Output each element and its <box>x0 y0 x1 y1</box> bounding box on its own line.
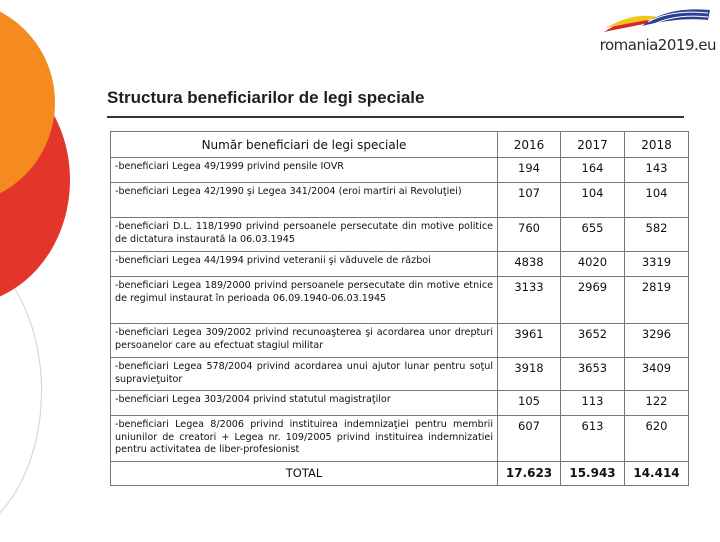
table-row <box>111 218 689 252</box>
row-value: 105 <box>498 391 561 416</box>
row-value: 3133 <box>498 277 561 324</box>
table-header-row <box>111 132 689 158</box>
row-value: 613 <box>561 416 625 462</box>
row-description: -beneficiari Legea 49/1999 privind pensile IOVR <box>111 158 498 183</box>
row-value: 104 <box>561 183 625 218</box>
title-divider <box>107 116 684 118</box>
romania2019-logo <box>592 6 716 62</box>
row-value: 760 <box>498 218 561 252</box>
total-value: 17.623 <box>498 462 561 486</box>
row-value: 122 <box>625 391 689 416</box>
row-description: -beneficiari D.L. 118/1990 privind persoanele persecutate din motive politice de dictatura instaurată la 06.03.1945 <box>111 218 498 252</box>
row-value: 143 <box>625 158 689 183</box>
row-value: 113 <box>561 391 625 416</box>
row-value: 3918 <box>498 358 561 391</box>
row-description: -beneficiari Legea 8/2006 privind instituirea indemnizaţiei pentru membrii uniunilor de creatori + Legea nr. 109/2005 privind instituirea indemnizatiei pentru activitatea de liber-profesionist <box>111 416 498 462</box>
page-title: Structura beneficiarilor de legi speciale <box>107 88 425 107</box>
row-description: -beneficiari Legea 309/2002 privind recunoaşterea şi acordarea unor drepturi persoanelor care au efectuat stagiul militar <box>111 324 498 358</box>
row-value: 4838 <box>498 252 561 277</box>
row-value: 3319 <box>625 252 689 277</box>
beneficiaries-table <box>110 131 689 486</box>
row-description: -beneficiari Legea 578/2004 privind acordarea unui ajutor lunar pentru soţul supravieţuitor <box>111 358 498 391</box>
row-description: -beneficiari Legea 44/1994 privind veteranii şi văduvele de război <box>111 252 498 277</box>
row-value: 3409 <box>625 358 689 391</box>
row-value: 2819 <box>625 277 689 324</box>
total-value: 14.414 <box>625 462 689 486</box>
header-year: 2016 <box>498 132 561 158</box>
total-row <box>111 462 689 486</box>
row-value: 2969 <box>561 277 625 324</box>
row-value: 655 <box>561 218 625 252</box>
logo-text: romania2019.eu <box>599 36 716 54</box>
row-value: 607 <box>498 416 561 462</box>
table-row <box>111 358 689 391</box>
row-value: 620 <box>625 416 689 462</box>
table-row <box>111 391 689 416</box>
table-row <box>111 416 689 462</box>
row-description: -beneficiari Legea 189/2000 privind persoanele persecutate din motive etnice de regimul instaurat în perioada 06.09.1940-06.03.1945 <box>111 277 498 324</box>
row-value: 194 <box>498 158 561 183</box>
table-row <box>111 252 689 277</box>
header-label: Număr beneficiari de legi speciale <box>111 132 498 158</box>
row-value: 104 <box>625 183 689 218</box>
total-label: TOTAL <box>111 462 498 486</box>
total-value: 15.943 <box>561 462 625 486</box>
row-description: -beneficiari Legea 303/2004 privind statutul magistraţilor <box>111 391 498 416</box>
flag-swoosh-icon <box>592 6 716 40</box>
row-value: 3296 <box>625 324 689 358</box>
row-value: 3652 <box>561 324 625 358</box>
table-row <box>111 158 689 183</box>
row-value: 582 <box>625 218 689 252</box>
header-year: 2017 <box>561 132 625 158</box>
table-row <box>111 183 689 218</box>
table-row <box>111 324 689 358</box>
row-value: 3961 <box>498 324 561 358</box>
row-value: 107 <box>498 183 561 218</box>
row-description: -beneficiari Legea 42/1990 şi Legea 341/2004 (eroi martiri ai Revoluţiei) <box>111 183 498 218</box>
row-value: 164 <box>561 158 625 183</box>
header-year: 2018 <box>625 132 689 158</box>
row-value: 4020 <box>561 252 625 277</box>
row-value: 3653 <box>561 358 625 391</box>
table-row <box>111 277 689 324</box>
